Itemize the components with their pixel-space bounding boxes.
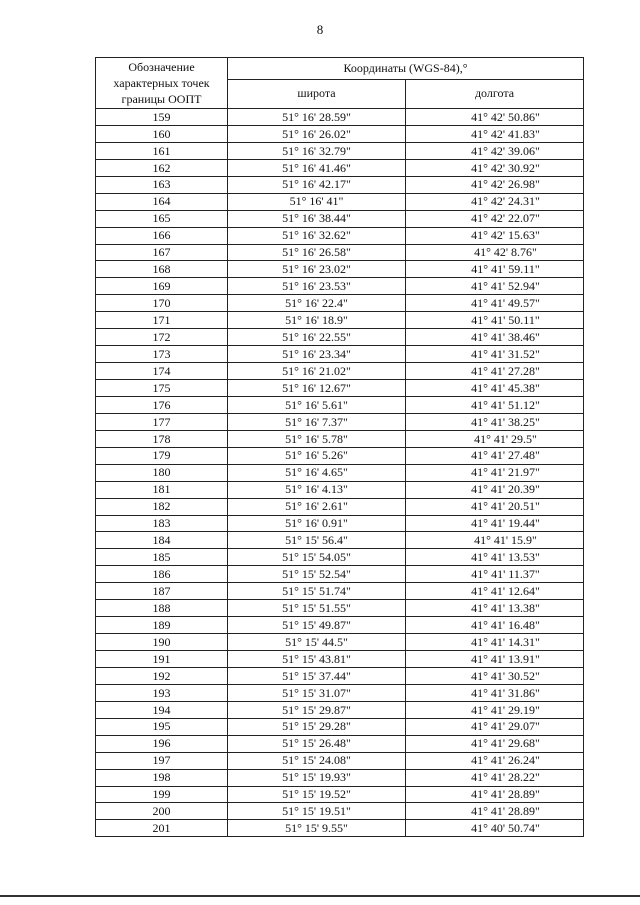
point-id-cell: 185	[96, 549, 228, 566]
latitude-cell: 51° 15' 51.55"	[228, 600, 406, 617]
latitude-cell: 51° 16' 23.53"	[228, 278, 406, 295]
header-point-designation: Обозначение характерных точек границы ООПТ	[96, 58, 228, 109]
latitude-cell: 51° 16' 5.26"	[228, 447, 406, 464]
table-row	[96, 329, 584, 346]
latitude-cell: 51° 15' 56.4"	[228, 532, 406, 549]
latitude-cell: 51° 15' 24.08"	[228, 752, 406, 769]
longitude-cell: 41° 41' 12.64"	[406, 583, 584, 600]
point-id-cell: 176	[96, 396, 228, 413]
longitude-cell: 41° 41' 20.51"	[406, 498, 584, 515]
point-id-cell: 178	[96, 430, 228, 447]
longitude-cell: 41° 42' 15.63"	[406, 227, 584, 244]
longitude-cell: 41° 41' 31.52"	[406, 346, 584, 363]
latitude-cell: 51° 16' 7.37"	[228, 413, 406, 430]
longitude-cell: 41° 41' 11.37"	[406, 566, 584, 583]
longitude-cell: 41° 41' 19.44"	[406, 515, 584, 532]
point-id-cell: 170	[96, 295, 228, 312]
latitude-cell: 51° 16' 12.67"	[228, 380, 406, 397]
table-row	[96, 295, 584, 312]
bottom-rule	[0, 895, 640, 897]
longitude-cell: 41° 41' 52.94"	[406, 278, 584, 295]
table-row	[96, 159, 584, 176]
latitude-cell: 51° 16' 4.13"	[228, 481, 406, 498]
coordinates-table	[95, 57, 584, 837]
table-row	[96, 346, 584, 363]
longitude-cell: 41° 42' 8.76"	[406, 244, 584, 261]
point-id-cell: 164	[96, 193, 228, 210]
latitude-cell: 51° 16' 38.44"	[228, 210, 406, 227]
latitude-cell: 51° 16' 28.59"	[228, 109, 406, 126]
point-id-cell: 168	[96, 261, 228, 278]
latitude-cell: 51° 15' 26.48"	[228, 735, 406, 752]
longitude-cell: 41° 41' 28.89"	[406, 803, 584, 820]
table-row	[96, 600, 584, 617]
point-id-cell: 179	[96, 447, 228, 464]
point-id-cell: 194	[96, 701, 228, 718]
latitude-cell: 51° 16' 21.02"	[228, 363, 406, 380]
latitude-cell: 51° 16' 22.55"	[228, 329, 406, 346]
point-id-cell: 192	[96, 667, 228, 684]
point-id-cell: 188	[96, 600, 228, 617]
latitude-cell: 51° 15' 9.55"	[228, 820, 406, 837]
latitude-cell: 51° 15' 31.07"	[228, 684, 406, 701]
longitude-cell: 41° 42' 24.31"	[406, 193, 584, 210]
page-number: 8	[316, 22, 324, 37]
table-row	[96, 278, 584, 295]
longitude-cell: 41° 41' 29.19"	[406, 701, 584, 718]
point-id-cell: 193	[96, 684, 228, 701]
longitude-cell: 41° 41' 30.52"	[406, 667, 584, 684]
latitude-cell: 51° 15' 29.28"	[228, 718, 406, 735]
longitude-cell: 41° 41' 20.39"	[406, 481, 584, 498]
point-id-cell: 167	[96, 244, 228, 261]
latitude-cell: 51° 16' 41"	[228, 193, 406, 210]
header-latitude: широта	[228, 79, 406, 108]
latitude-cell: 51° 15' 19.52"	[228, 786, 406, 803]
table-row	[96, 447, 584, 464]
longitude-cell: 41° 41' 31.86"	[406, 684, 584, 701]
point-id-cell: 191	[96, 651, 228, 668]
latitude-cell: 51° 16' 26.02"	[228, 125, 406, 142]
point-id-cell: 177	[96, 413, 228, 430]
table-row	[96, 193, 584, 210]
latitude-cell: 51° 15' 43.81"	[228, 651, 406, 668]
longitude-cell: 41° 41' 38.46"	[406, 329, 584, 346]
longitude-cell: 41° 41' 49.57"	[406, 295, 584, 312]
table-row	[96, 701, 584, 718]
point-id-cell: 175	[96, 380, 228, 397]
point-id-cell: 196	[96, 735, 228, 752]
latitude-cell: 51° 15' 51.74"	[228, 583, 406, 600]
longitude-cell: 41° 42' 50.86"	[406, 109, 584, 126]
longitude-cell: 41° 41' 51.12"	[406, 396, 584, 413]
table-row	[96, 532, 584, 549]
point-id-cell: 201	[96, 820, 228, 837]
table-row	[96, 176, 584, 193]
table-row	[96, 566, 584, 583]
latitude-cell: 51° 15' 37.44"	[228, 667, 406, 684]
header-coordinates: Координаты (WGS-84),°	[228, 58, 584, 80]
latitude-cell: 51° 15' 54.05"	[228, 549, 406, 566]
table-row	[96, 210, 584, 227]
point-id-cell: 174	[96, 363, 228, 380]
latitude-cell: 51° 16' 22.4"	[228, 295, 406, 312]
table-row	[96, 430, 584, 447]
table-row	[96, 142, 584, 159]
latitude-cell: 51° 16' 4.65"	[228, 464, 406, 481]
table-row	[96, 464, 584, 481]
table-row	[96, 617, 584, 634]
point-id-cell: 181	[96, 481, 228, 498]
table-header	[96, 58, 584, 109]
table-row	[96, 803, 584, 820]
table-row	[96, 634, 584, 651]
longitude-cell: 41° 41' 28.22"	[406, 769, 584, 786]
latitude-cell: 51° 16' 5.61"	[228, 396, 406, 413]
latitude-cell: 51° 16' 42.17"	[228, 176, 406, 193]
point-id-cell: 165	[96, 210, 228, 227]
table-row	[96, 735, 584, 752]
longitude-cell: 41° 41' 59.11"	[406, 261, 584, 278]
table-row	[96, 261, 584, 278]
table-row	[96, 684, 584, 701]
point-id-cell: 161	[96, 142, 228, 159]
longitude-cell: 41° 41' 16.48"	[406, 617, 584, 634]
point-id-cell: 197	[96, 752, 228, 769]
point-id-cell: 172	[96, 329, 228, 346]
latitude-cell: 51° 16' 32.79"	[228, 142, 406, 159]
longitude-cell: 41° 41' 13.91"	[406, 651, 584, 668]
point-id-cell: 190	[96, 634, 228, 651]
table-row	[96, 227, 584, 244]
table-row	[96, 481, 584, 498]
point-id-cell: 160	[96, 125, 228, 142]
latitude-cell: 51° 16' 5.78"	[228, 430, 406, 447]
point-id-cell: 200	[96, 803, 228, 820]
table-row	[96, 413, 584, 430]
longitude-cell: 41° 41' 29.5"	[406, 430, 584, 447]
point-id-cell: 163	[96, 176, 228, 193]
table-row	[96, 549, 584, 566]
table-row	[96, 651, 584, 668]
table-row	[96, 752, 584, 769]
table-row	[96, 667, 584, 684]
latitude-cell: 51° 16' 26.58"	[228, 244, 406, 261]
longitude-cell: 41° 41' 14.31"	[406, 634, 584, 651]
table-row	[96, 515, 584, 532]
longitude-cell: 41° 42' 39.06"	[406, 142, 584, 159]
table-row	[96, 769, 584, 786]
longitude-cell: 41° 41' 29.07"	[406, 718, 584, 735]
latitude-cell: 51° 16' 41.46"	[228, 159, 406, 176]
point-id-cell: 184	[96, 532, 228, 549]
point-id-cell: 195	[96, 718, 228, 735]
latitude-cell: 51° 15' 19.93"	[228, 769, 406, 786]
longitude-cell: 41° 41' 45.38"	[406, 380, 584, 397]
longitude-cell: 41° 41' 27.48"	[406, 447, 584, 464]
table-row	[96, 396, 584, 413]
table-row	[96, 786, 584, 803]
table-row	[96, 583, 584, 600]
point-id-cell: 199	[96, 786, 228, 803]
table-row	[96, 109, 584, 126]
point-id-cell: 198	[96, 769, 228, 786]
table-row	[96, 125, 584, 142]
point-id-cell: 171	[96, 312, 228, 329]
latitude-cell: 51° 16' 2.61"	[228, 498, 406, 515]
longitude-cell: 41° 42' 26.98"	[406, 176, 584, 193]
longitude-cell: 41° 42' 30.92"	[406, 159, 584, 176]
longitude-cell: 41° 41' 28.89"	[406, 786, 584, 803]
point-id-cell: 180	[96, 464, 228, 481]
table-row	[96, 312, 584, 329]
point-id-cell: 186	[96, 566, 228, 583]
latitude-cell: 51° 15' 49.87"	[228, 617, 406, 634]
longitude-cell: 41° 42' 41.83"	[406, 125, 584, 142]
longitude-cell: 41° 41' 50.11"	[406, 312, 584, 329]
table-row	[96, 363, 584, 380]
table-body	[96, 109, 584, 837]
point-id-cell: 166	[96, 227, 228, 244]
header-longitude: долгота	[406, 79, 584, 108]
longitude-cell: 41° 41' 15.9"	[406, 532, 584, 549]
longitude-cell: 41° 41' 13.53"	[406, 549, 584, 566]
latitude-cell: 51° 15' 29.87"	[228, 701, 406, 718]
table-row	[96, 718, 584, 735]
point-id-cell: 162	[96, 159, 228, 176]
table-row	[96, 820, 584, 837]
longitude-cell: 41° 40' 50.74"	[406, 820, 584, 837]
latitude-cell: 51° 16' 23.02"	[228, 261, 406, 278]
latitude-cell: 51° 16' 18.9"	[228, 312, 406, 329]
point-id-cell: 173	[96, 346, 228, 363]
longitude-cell: 41° 41' 27.28"	[406, 363, 584, 380]
table-row	[96, 498, 584, 515]
latitude-cell: 51° 16' 23.34"	[228, 346, 406, 363]
longitude-cell: 41° 41' 13.38"	[406, 600, 584, 617]
latitude-cell: 51° 16' 0.91"	[228, 515, 406, 532]
longitude-cell: 41° 41' 26.24"	[406, 752, 584, 769]
point-id-cell: 159	[96, 109, 228, 126]
point-id-cell: 183	[96, 515, 228, 532]
longitude-cell: 41° 41' 38.25"	[406, 413, 584, 430]
latitude-cell: 51° 15' 52.54"	[228, 566, 406, 583]
latitude-cell: 51° 15' 44.5"	[228, 634, 406, 651]
point-id-cell: 187	[96, 583, 228, 600]
point-id-cell: 182	[96, 498, 228, 515]
table-row	[96, 244, 584, 261]
point-id-cell: 169	[96, 278, 228, 295]
latitude-cell: 51° 16' 32.62"	[228, 227, 406, 244]
longitude-cell: 41° 42' 22.07"	[406, 210, 584, 227]
point-id-cell: 189	[96, 617, 228, 634]
latitude-cell: 51° 15' 19.51"	[228, 803, 406, 820]
table-row	[96, 380, 584, 397]
longitude-cell: 41° 41' 29.68"	[406, 735, 584, 752]
longitude-cell: 41° 41' 21.97"	[406, 464, 584, 481]
